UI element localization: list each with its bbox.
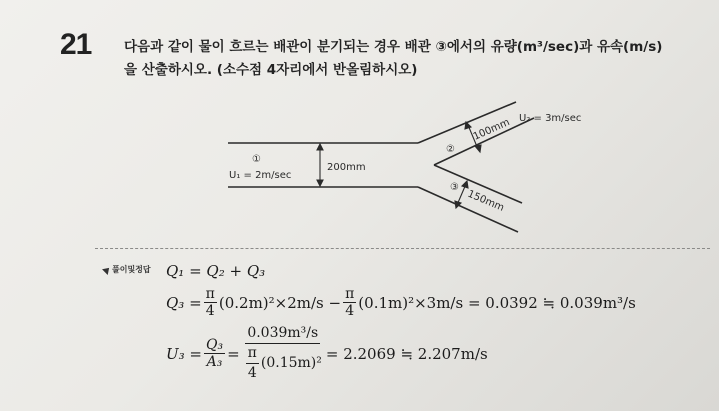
pi-over-4-fraction-c: $\frac{\pi}{4}$ <box>247 345 257 381</box>
equation-2-term-2: (0.1m)²×3m/s = 0.0392 ≒ 0.039m³/s <box>358 293 636 312</box>
pipe2-inner-wall <box>434 118 534 165</box>
pipe2-diameter: 100mm <box>471 117 512 143</box>
section-divider <box>95 248 710 249</box>
equation-3-result: = 2.2069 ≒ 2.207m/s <box>325 344 488 363</box>
equation-1-text: Q₁ = Q₂ + Q₃ <box>166 262 266 280</box>
numeric-fraction: 0.039m³/s $\frac{\pi}{4}$ (0.15m)² <box>247 325 322 381</box>
flow-over-area-fraction: $\frac{\text{Q₃}}{\text{A₃}}$ <box>206 337 224 370</box>
solution-label: 풀이및정답 <box>112 265 151 274</box>
pipe1-id: ① <box>252 154 261 165</box>
pi-over-4-fraction-b: $\frac{\pi}{4}$ <box>345 286 355 319</box>
equation-2-lhs: Q₃ = <box>166 293 202 312</box>
pipe2-velocity: U₂ = 3m/sec <box>519 113 582 124</box>
question-line-2: 을 산출하시오. (소수점 4자리에서 반올림하시오) <box>124 62 418 78</box>
triangle-icon <box>102 265 112 275</box>
pi-over-4-fraction-a: $\frac{\pi}{4}$ <box>205 286 215 319</box>
equation-3-lhs: U₃ = <box>166 344 202 363</box>
solution-badge <box>104 264 151 275</box>
equation-1 <box>166 262 265 280</box>
equation-2-term-1: (0.2m)²×2m/s − <box>218 293 342 312</box>
pipe3-diameter: 150mm <box>465 188 506 214</box>
pipe2-id: ② <box>446 144 455 155</box>
question-line-1: 다음과 같이 물이 흐르는 배관이 분기되는 경우 배관 ③에서의 유량(m³/sec)과 유속(m/s) <box>124 39 663 55</box>
equation-2 <box>166 286 636 319</box>
pipe3-id: ③ <box>450 182 459 193</box>
pipe1-diameter: 200mm <box>327 162 366 173</box>
question-number: 21 <box>60 28 92 61</box>
pipe1-velocity: U₁ = 2m/sec <box>229 170 292 181</box>
equation-3: U₃ = $\frac{\text{Q₃}}{\text{A₃}}$ = 0.039m³/s $\frac{\pi}{4}$ (0.15m)² = 2.2069 ≒ 2.207m/s <box>166 325 488 381</box>
